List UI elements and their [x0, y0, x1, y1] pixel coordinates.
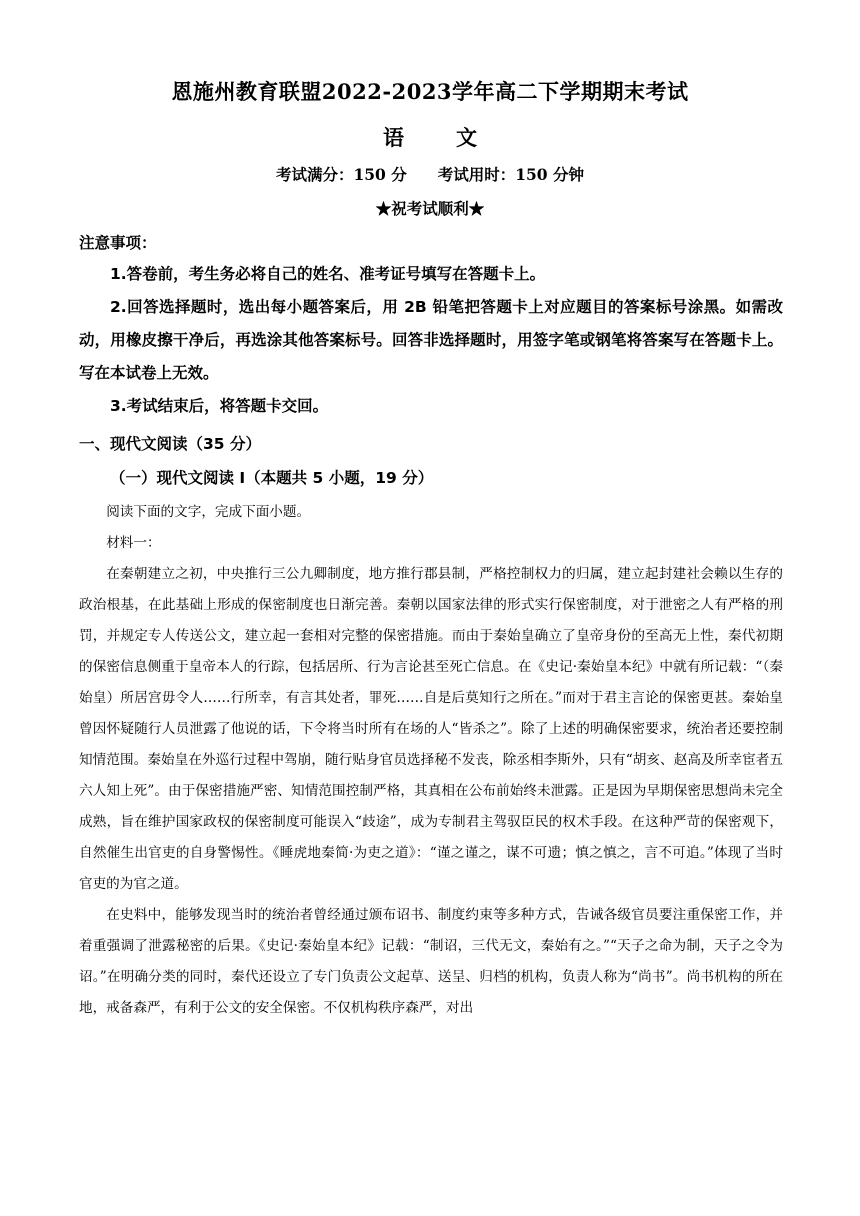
- material-label: 材料一：: [106, 535, 161, 551]
- subject-char-2: 文: [456, 125, 477, 150]
- notice-item-2: 2.回答选择题时，选出每小题答案后，用 2B 铅笔把答题卡上对应题目的答案标号涂黑。如需改动，用橡皮擦干净后，再选涂其他答案标号。回答非选择题时，用签字笔或钢笔将答案写在答题卡上。写在本试卷上无效。: [79, 298, 783, 382]
- exam-info: 考试满分：150 分 考试用时：150 分钟: [275, 165, 584, 184]
- notice-item-1: 1.答卷前，考生务必将自己的姓名、准考证号填写在答题卡上。: [110, 265, 546, 283]
- instruction-text: [79, 497, 783, 1024]
- material-paragraph-1: 在秦朝建立之初，中央推行三公九卿制度，地方推行郡县制，严格控制权力的归属，建立起封建社会赖以生存的政治根基，在此基础上形成的保密制度也日渐完善。秦朝以国家法律的形式实行保密制度，对于泄密之人有严格的刑罚，并规定专人传送公文，建立起一套相对完整的保密措施。而由于秦始皇确立了皇帝身份的至高无上性，秦代初期的保密信息侧重于皇帝本人的行踪，包括居所、行为言论甚至死亡信息。在《史记·秦始皇本纪》中就有所记载：“（秦始皇）所居宫毋令人……行所幸，有言其处者，罪死……自是后莫知行之所在。”而对于君主言论的保密更甚。秦始皇曾因怀疑随行人员泄露了他说的话，下令将当时所有在场的人“皆杀之”。除了上述的明确保密要求，统治者还要控制知情范围。秦始皇在外巡行过程中驾崩，随行贴身官员选择秘不发丧，除丞相李斯外，只有“胡亥、赵高及所幸宦者五六人知上死”。由于保密措施严密、知情范围控制严格，其真相在公布前始终未泄露。正是因为早期保密思想尚未完全成熟，旨在维护国家政权的保密制度可能误入“歧途”，成为专制君主驾驭臣民的权术手段。在这种严苛的保密观下，自然催生出官吏的自身警惕性。《睡虎地秦简·为吏之道》：“谨之谨之，谋不可遗；慎之慎之，言不可追。”体现了当时官吏的为官之道。: [79, 566, 783, 892]
- exam-title: 恩施州教育联盟2022-2023学年高二下学期期末考试: [171, 79, 689, 104]
- notice-body: [79, 258, 783, 423]
- subject-title: [0, 122, 860, 152]
- material-paragraph-2: 在史料中，能够发现当时的统治者曾经通过颁布诏书、制度约束等多种方式，告诫各级官员要注重保密工作，并着重强调了泄露秘密的后果。《史记·秦始皇本纪》记载：“制诏，三代无文，秦始有之。”“天子之命为制，天子之令为诏。”在明确分类的同时，秦代还设立了专门负责公文起草、送呈、归档的机构，负责人称为“尚书”。尚书机构的所在地，戒备森严，有利于公文的安全保密。不仅机构秩序森严，对出: [79, 907, 783, 1016]
- reading-instruction: 阅读下面的文字，完成下面小题。: [106, 504, 311, 520]
- section-heading: 一、现代文阅读（35 分）: [79, 435, 261, 453]
- good-luck-line: ★祝考试顺利★: [375, 199, 485, 218]
- subsection-heading: （一）现代文阅读 I（本题共 5 小题，19 分）: [110, 469, 434, 487]
- subject-char-1: 语: [383, 125, 404, 150]
- notice-heading: 注意事项：: [79, 234, 157, 252]
- notice-item-3: 3.考试结束后，将答题卡交回。: [110, 397, 329, 415]
